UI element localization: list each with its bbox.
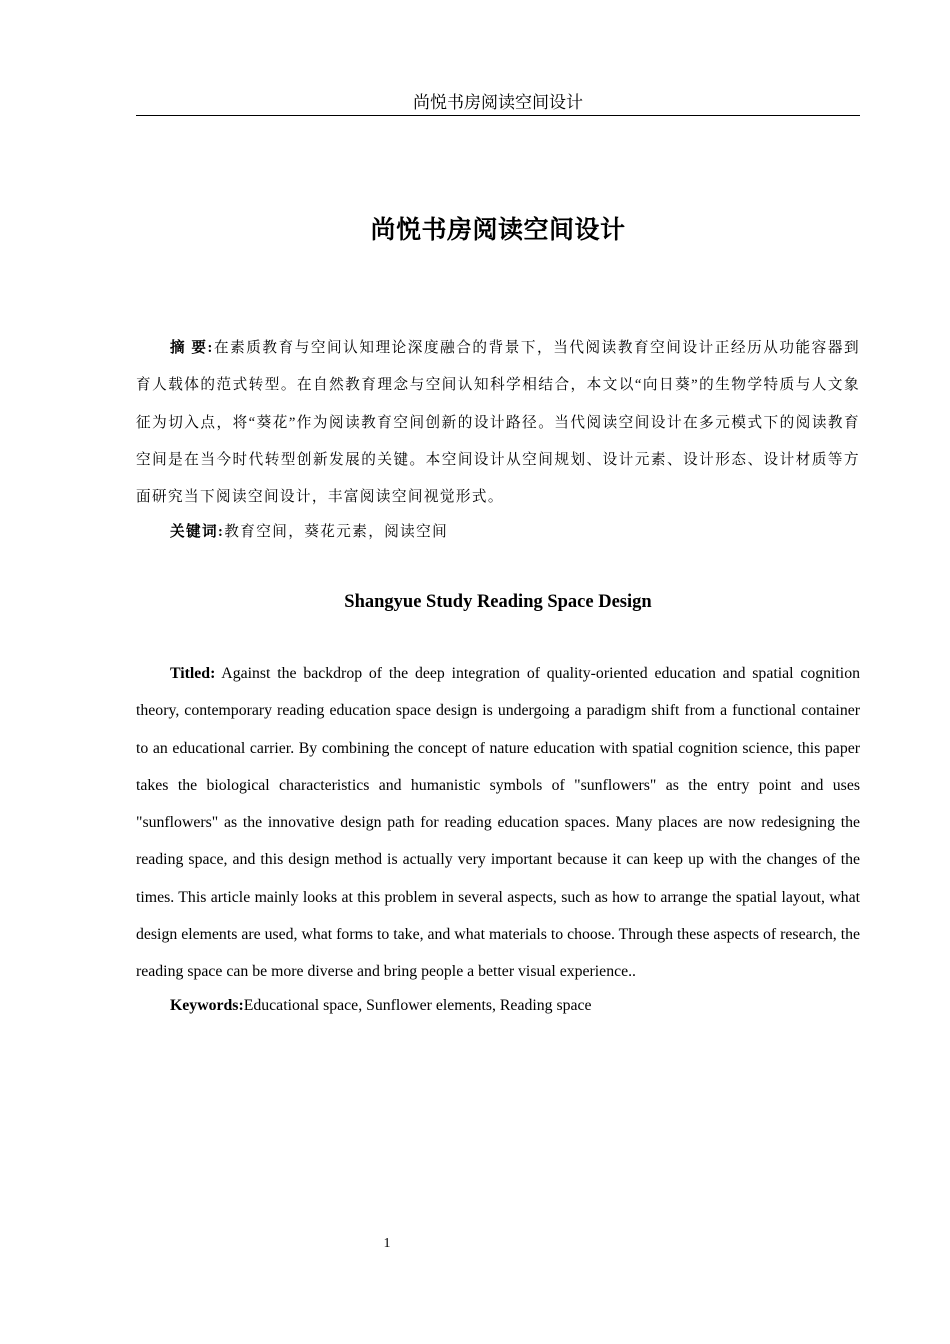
- english-keywords: [136, 990, 860, 1022]
- english-keywords-text: Educational space, Sunflower elements, Reading space: [243, 997, 592, 1014]
- chinese-abstract-text: 在素质教育与空间认知理论深度融合的背景下，当代阅读教育空间设计正经历从功能容器到育人载体的范式转型。在自然教育理念与空间认知科学相结合，本文以“向日葵”的生物学特质与人文象征为切入点，将“葵花”作为阅读教育空间创新的设计路径。当代阅读空间设计在多元模式下的阅读教育空间是在当今时代转型创新发展的关键。本空间设计从空间规划、设计元素、设计形态、设计材质等方面研究当下阅读空间设计，丰富阅读空间视觉形式。: [136, 340, 860, 506]
- chinese-keywords-label: 关键词:: [170, 524, 225, 540]
- english-keywords-label: Keywords:: [170, 997, 244, 1014]
- english-abstract: [136, 655, 860, 991]
- english-abstract-text: Against the backdrop of the deep integration of quality-oriented education and spatial cognition theory, contemporary reading education space design is undergoing a paradigm shift from a functional container to an educational carrier. By combining the concept of nature education with spatial cognition science, this paper takes the biological characteristics and humanistic symbols of "sunflowers" as the entry point and uses "sunflowers" as the innovative design path for reading education spaces. Many places are now redesigning the reading space, and this design method is actually very important because it can keep up with the changes of the times. This article mainly looks at this problem in several aspects, such as how to arrange the spatial layout, what design elements are used, what forms to take, and what materials to choose. Through these aspects of research, the reading space can be more diverse and bring people a better visual experience..: [136, 665, 860, 981]
- chinese-keywords-text: 教育空间，葵花元素，阅读空间: [224, 524, 449, 540]
- chinese-abstract: [136, 330, 860, 516]
- page-title-english: Shangyue Study Reading Space Design: [344, 592, 652, 612]
- chinese-abstract-label: 摘 要:: [170, 340, 214, 356]
- chinese-keywords: [136, 516, 860, 548]
- english-abstract-label: Titled:: [170, 665, 216, 682]
- page-title-chinese: 尚悦书房阅读空间设计: [370, 215, 626, 244]
- page-number: 1: [383, 1236, 391, 1251]
- running-header: 尚悦书房阅读空间设计: [136, 92, 860, 116]
